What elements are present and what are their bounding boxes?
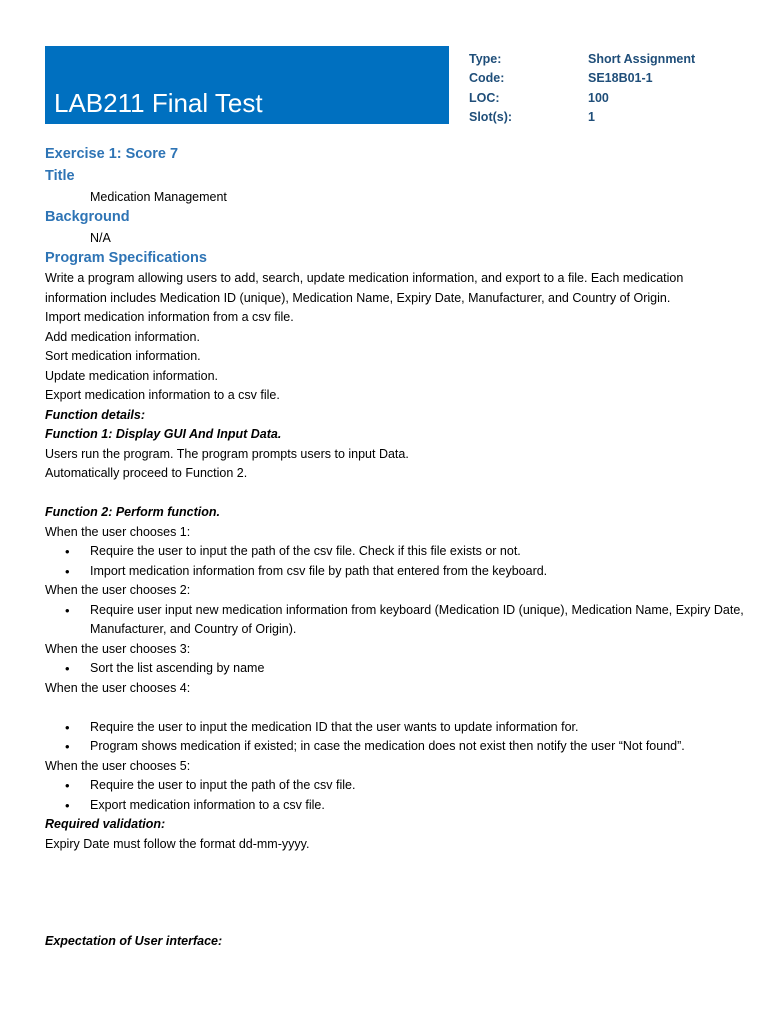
bullet-item: • Require the user to input the path of the csv file. Check if this file exists or not. <box>45 542 745 562</box>
choice-5-list <box>45 776 745 815</box>
header-banner <box>45 46 449 124</box>
specs-line: Export medication information to a csv file. <box>45 388 280 402</box>
choice-2-list <box>45 601 745 640</box>
meta-row-type <box>469 49 759 69</box>
meta-value: 1 <box>588 110 595 125</box>
bullet-item: • Export medication information to a csv file. <box>45 796 745 816</box>
meta-row-slots <box>469 108 759 128</box>
document-title: LAB211 Final Test <box>54 88 263 118</box>
spacer <box>45 698 745 718</box>
meta-key: Type: <box>469 51 502 66</box>
ui-expectation-heading: Expectation of User interface: <box>45 934 223 948</box>
choice-4-list <box>45 718 745 757</box>
spacer <box>45 913 745 933</box>
meta-value: SE18B01-1 <box>588 71 653 86</box>
validation-heading: Required validation: <box>45 817 166 831</box>
specs-line: Import medication information from a csv file. <box>45 310 294 324</box>
meta-value: Short Assignment <box>588 51 696 66</box>
bullet-item: • Require user input new medication information from keyboard (Medication ID (unique), Medication Name, Expiry Date, Manufacturer, and Country of Origin). <box>45 601 745 640</box>
meta-key: LOC: <box>469 90 500 105</box>
meta-row-code <box>469 69 759 89</box>
document-body <box>45 142 745 952</box>
choice-3-label: When the user chooses 3: <box>45 641 191 656</box>
background-heading: Background <box>45 209 130 225</box>
title-heading: Title <box>45 168 75 184</box>
bullet-item: • Import medication information from csv file by path that entered from the keyboard. <box>45 562 745 582</box>
meta-key: Code: <box>469 71 505 86</box>
bullet-item: • Program shows medication if existed; in case the medication does not exist then notify the user “Not found”. <box>45 737 745 757</box>
choice-3-list <box>45 659 745 679</box>
spacer <box>45 893 745 913</box>
spacer <box>45 484 745 504</box>
choice-4-label: When the user chooses 4: <box>45 680 191 695</box>
background-value: N/A <box>90 231 111 245</box>
choice-2-label: When the user chooses 2: <box>45 583 191 597</box>
spacer <box>45 874 745 894</box>
meta-value: 100 <box>588 90 609 105</box>
specs-line: information includes Medication ID (unique), Medication Name, Expiry Date, Manufacturer, and Country of Origin. <box>45 290 671 305</box>
meta-table <box>469 49 759 127</box>
title-value: Medication Management <box>90 190 227 204</box>
choice-1-list <box>45 542 745 581</box>
specs-heading: Program Specifications <box>45 250 207 266</box>
bullet-item: • Sort the list ascending by name <box>45 659 745 679</box>
choice-5-label: When the user chooses 5: <box>45 758 191 773</box>
meta-key: Slot(s): <box>469 110 513 125</box>
function1-heading: Function 1: Display GUI And Input Data. <box>45 427 282 441</box>
exercise-heading: Exercise 1: Score 7 <box>45 146 179 162</box>
function1-line: Users run the program. The program prompts users to input Data. <box>45 446 409 461</box>
function2-heading: Function 2: Perform function. <box>45 505 220 519</box>
bullet-item: • Require the user to input the medication ID that the user wants to update information for. <box>45 718 745 738</box>
bullet-item: • Require the user to input the path of the csv file. <box>45 776 745 796</box>
validation-text: Expiry Date must follow the format dd-mm-yyyy. <box>45 836 310 851</box>
spacer <box>45 854 745 874</box>
choice-1-label: When the user chooses 1: <box>45 524 191 539</box>
specs-line: Add medication information. <box>45 329 200 344</box>
specs-line: Write a program allowing users to add, search, update medication information, and export to a file. Each medication <box>45 271 684 285</box>
function-details-heading: Function details: <box>45 407 145 422</box>
specs-line: Update medication information. <box>45 368 219 383</box>
specs-line: Sort medication information. <box>45 349 201 363</box>
meta-row-loc <box>469 88 759 108</box>
function1-line: Automatically proceed to Function 2. <box>45 466 248 480</box>
